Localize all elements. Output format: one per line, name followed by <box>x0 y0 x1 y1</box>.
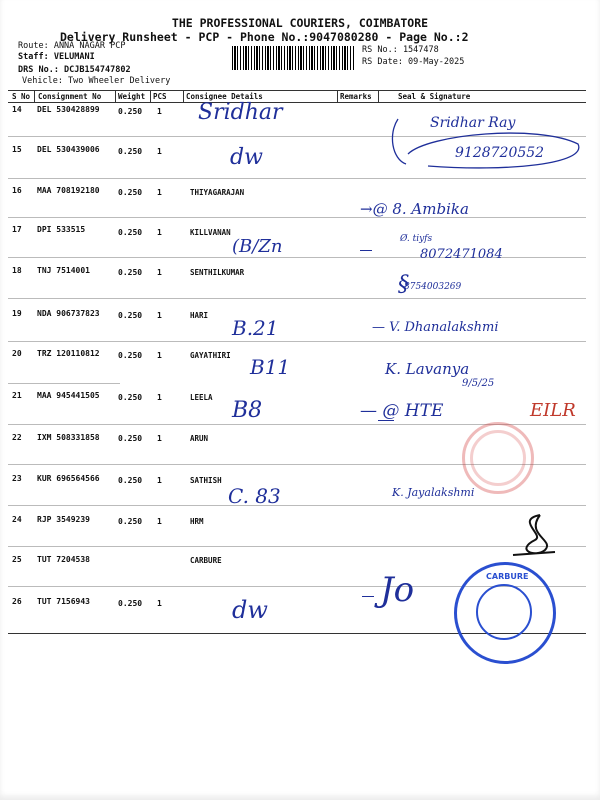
dash-mark <box>378 420 394 421</box>
col-consignee: Consignee Details <box>186 92 263 101</box>
row-pcs: 1 <box>157 268 162 277</box>
seal-signature: →@ 8. Ambika <box>360 200 469 218</box>
dash-mark <box>362 596 374 597</box>
seal-note: 9/5/25 <box>462 378 495 389</box>
rs-date: RS Date: 09-May-2025 <box>362 57 465 67</box>
row-divider <box>8 298 586 299</box>
row-pcs: 1 <box>157 107 162 116</box>
row-sno: 24 <box>12 515 22 524</box>
row-consignee: ARUN <box>190 434 209 443</box>
route-text: Route: ANNA NAGAR PCP <box>18 41 126 51</box>
vehicle-text: Vehicle: Two Wheeler Delivery <box>22 76 171 86</box>
runsheet-subtitle: Delivery Runsheet - PCP - Phone No.:9047080280 - Page No.:2 <box>60 30 469 44</box>
barcode-image <box>232 46 354 70</box>
col-seal: Seal & Signature <box>398 92 471 101</box>
seal-signature: — @ HTE <box>360 401 444 421</box>
row-divider <box>8 217 586 218</box>
row-consignee: LEELA <box>190 393 213 402</box>
rs-number: RS No.: 1547478 <box>362 45 439 55</box>
drs-text: DRS No.: DCJB154747802 <box>18 65 131 75</box>
row-consignment: TUT 7156943 <box>37 597 90 606</box>
handwritten-signature: B.21 <box>232 316 279 340</box>
row-pcs: 1 <box>157 517 162 526</box>
seal-phone: 8754003269 <box>404 282 462 292</box>
handwritten-signature: B11 <box>250 355 291 379</box>
row-consignment: DEL 530428899 <box>37 105 100 114</box>
seal-mark: § <box>398 272 409 297</box>
col-remarks: Remarks <box>340 92 372 101</box>
seal-signature: Sridhar Ray <box>430 115 516 131</box>
handwritten-signature: C. 83 <box>228 484 281 508</box>
table-top-border <box>8 90 586 91</box>
row-consignment: IXM 508331858 <box>37 433 100 442</box>
seal-signature: K. Lavanya <box>385 360 470 378</box>
row-weight: 0.250 <box>118 599 143 608</box>
col-divider <box>34 91 35 102</box>
row-pcs: 1 <box>157 228 162 237</box>
col-divider <box>337 91 338 102</box>
faint-red-stamp-inner <box>470 430 526 486</box>
row-weight: 0.250 <box>118 311 143 320</box>
row-divider <box>8 546 586 547</box>
row-sno: 17 <box>12 225 22 234</box>
staff-text: Staff: VELUMANI <box>18 52 95 62</box>
handwritten-signature: (B/Zn <box>232 236 283 257</box>
row-sno: 20 <box>12 349 22 358</box>
row-consignee: KILLVANAN <box>190 228 231 237</box>
row-consignee: HARI <box>190 311 209 320</box>
handwritten-signature: B8 <box>232 398 263 423</box>
row-weight: 0.250 <box>118 228 143 237</box>
row-divider <box>8 383 120 384</box>
row-pcs: 1 <box>157 311 162 320</box>
row-pcs: 1 <box>157 599 162 608</box>
row-consignment: KUR 696564566 <box>37 474 100 483</box>
row-consignment: MAA 708192180 <box>37 186 100 195</box>
company-title: THE PROFESSIONAL COURIERS, COIMBATORE <box>171 16 429 30</box>
seal-phone: 9128720552 <box>455 145 545 161</box>
handwritten-signature: dw <box>230 145 263 170</box>
col-weight: Weight <box>118 92 146 101</box>
seal-signature: Ø. tiyfs <box>400 234 433 244</box>
row-weight: 0.250 <box>118 393 143 402</box>
row-sno: 21 <box>12 391 22 400</box>
row-pcs: 1 <box>157 147 162 156</box>
col-divider <box>183 91 184 102</box>
col-consignment: Consignment No <box>38 92 102 101</box>
stamp-text: CARBURE <box>486 572 529 581</box>
row-consignee: SENTHILKUMAR <box>190 268 245 277</box>
row-consignment: DPI 533515 <box>37 225 86 234</box>
seal-signature: — V. Dhanalakshmi <box>372 320 499 335</box>
row-pcs: 1 <box>157 393 162 402</box>
row-consignment: RJP 3549239 <box>37 515 90 524</box>
row-sno: 14 <box>12 105 22 114</box>
seal-signature: Jo <box>380 570 415 610</box>
row-consignee: HRM <box>190 517 204 526</box>
scribble-mark <box>505 510 565 560</box>
col-divider <box>150 91 151 102</box>
col-pcs: PCS <box>153 92 167 101</box>
row-consignment: MAA 945441505 <box>37 391 100 400</box>
row-weight: 0.250 <box>118 434 143 443</box>
company-stamp-inner <box>476 584 532 640</box>
seal-signature: K. Jayalakshmi <box>392 486 475 499</box>
row-pcs: 1 <box>157 188 162 197</box>
row-consignee: CARBURE <box>190 556 222 565</box>
row-weight: 0.250 <box>118 147 143 156</box>
row-pcs: 1 <box>157 434 162 443</box>
row-weight: 0.250 <box>118 351 143 360</box>
row-divider <box>8 341 586 342</box>
row-consignment: TRZ 120110812 <box>37 349 100 358</box>
scribble-graphic <box>505 510 565 560</box>
handwritten-signature: dw <box>232 596 268 624</box>
row-consignee: GAYATHIRI <box>190 351 231 360</box>
row-weight: 0.250 <box>118 517 143 526</box>
row-consignee: THIYAGARAJAN <box>190 188 245 197</box>
row-sno: 22 <box>12 433 22 442</box>
row-consignment: NDA 906737823 <box>37 309 100 318</box>
row-sno: 23 <box>12 474 22 483</box>
row-sno: 15 <box>12 145 22 154</box>
row-consignment: TNJ 7514001 <box>37 266 90 275</box>
row-weight: 0.250 <box>118 268 143 277</box>
row-consignment: TUT 7204538 <box>37 555 90 564</box>
row-consignee: SATHISH <box>190 476 222 485</box>
table-header-border <box>8 102 586 103</box>
row-pcs: 1 <box>157 351 162 360</box>
row-sno: 26 <box>12 597 22 606</box>
row-sno: 19 <box>12 309 22 318</box>
row-weight: 0.250 <box>118 107 143 116</box>
col-divider <box>378 91 379 102</box>
row-pcs: 1 <box>157 476 162 485</box>
red-initials: EILR <box>530 400 576 421</box>
dash-mark <box>360 250 372 251</box>
col-sno: S No <box>12 92 31 101</box>
row-weight: 0.250 <box>118 476 143 485</box>
row-sno: 16 <box>12 186 22 195</box>
row-consignment: DEL 530439006 <box>37 145 100 154</box>
row-sno: 25 <box>12 555 22 564</box>
row-divider <box>8 178 586 179</box>
row-sno: 18 <box>12 266 22 275</box>
col-divider <box>115 91 116 102</box>
row-weight: 0.250 <box>118 188 143 197</box>
handwritten-signature: Sridhar <box>198 100 283 125</box>
row-divider <box>8 505 586 506</box>
seal-phone: 8072471084 <box>420 247 503 262</box>
